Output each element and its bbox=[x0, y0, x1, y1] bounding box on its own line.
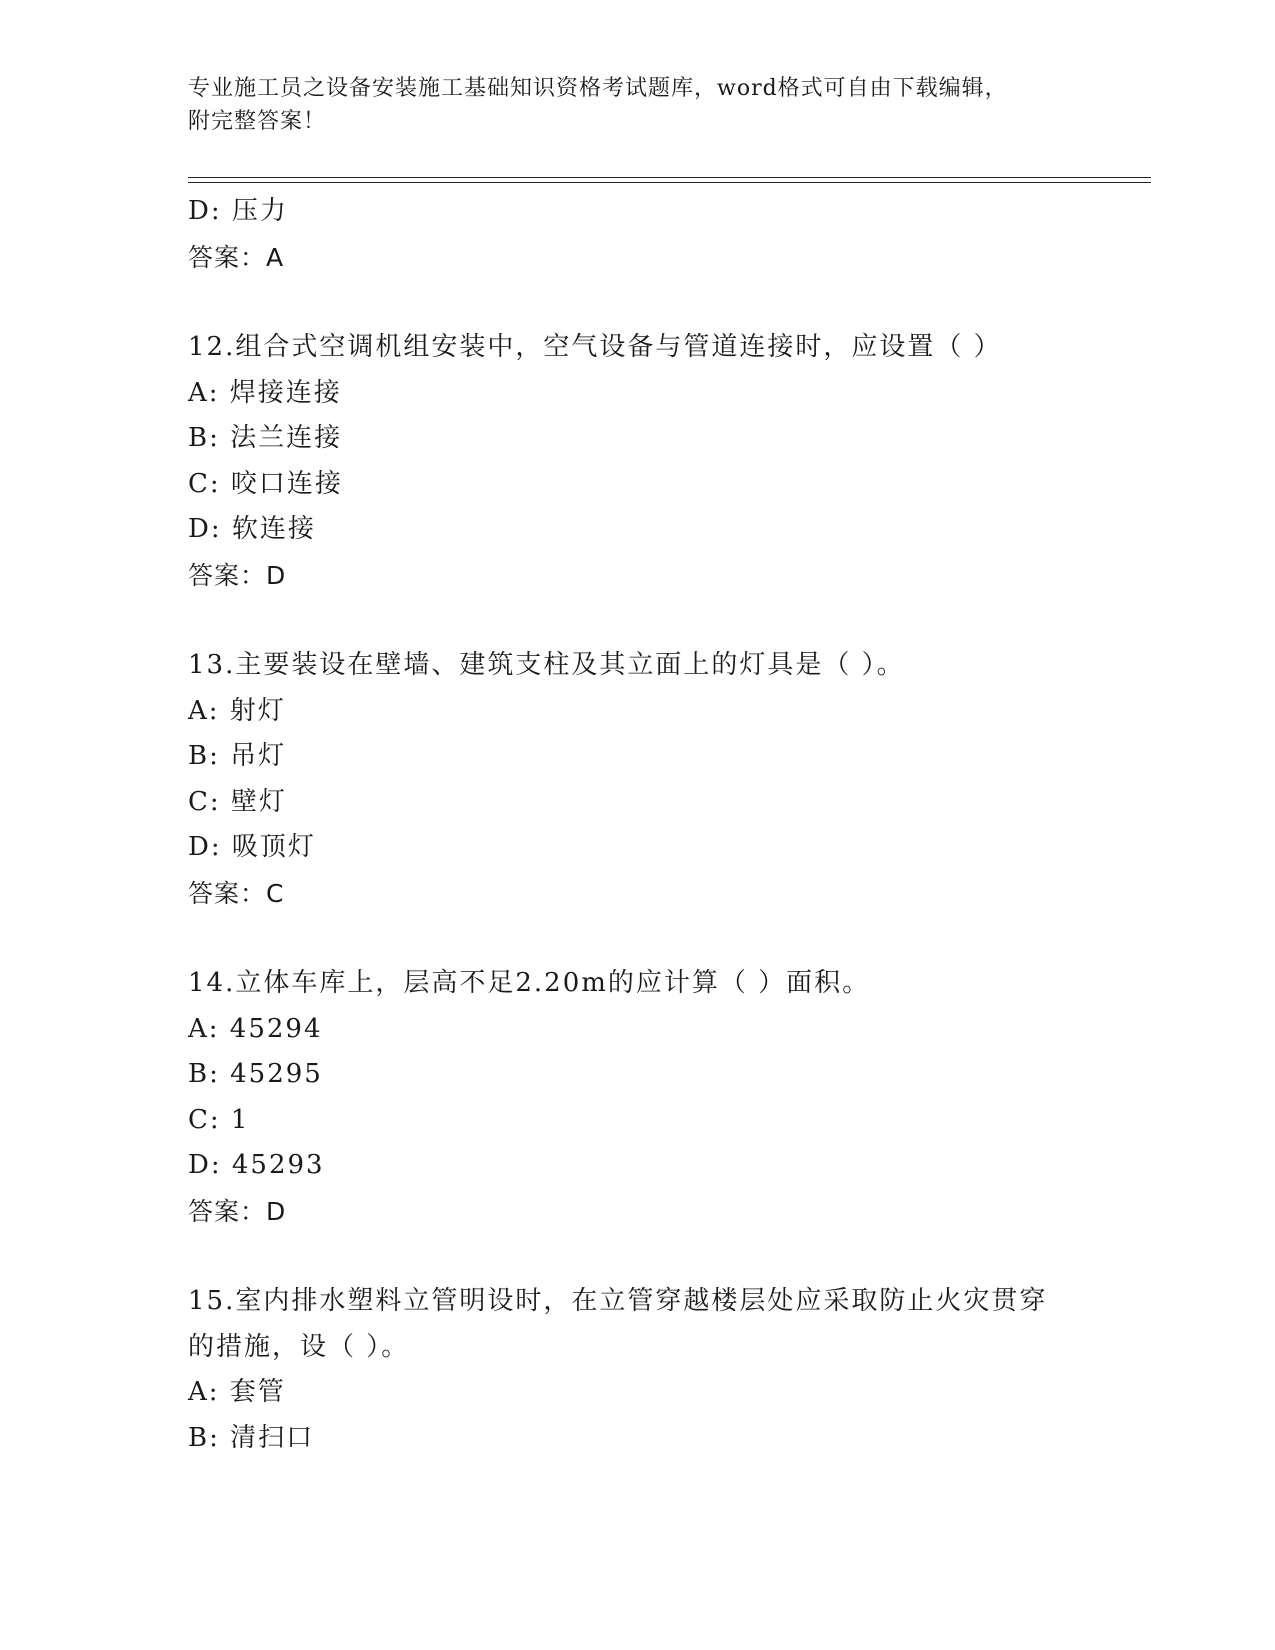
document-header bbox=[188, 72, 1088, 138]
question-text: 13.主要装设在壁墙、建筑支柱及其立面上的灯具是（ ）。 bbox=[188, 650, 905, 680]
option-d: D: 软连接 bbox=[188, 514, 316, 544]
option-d: D: 吸顶灯 bbox=[188, 832, 316, 862]
header-divider-bottom bbox=[188, 182, 1151, 183]
option-a: A: 射灯 bbox=[188, 695, 286, 726]
question-block-13 bbox=[188, 643, 1088, 916]
question-text-line-2: 的措施，设（ ）。 bbox=[188, 1331, 410, 1362]
spacer bbox=[188, 598, 1088, 643]
option-a: A: 焊接连接 bbox=[188, 377, 342, 408]
option-a: A: 45294 bbox=[188, 1013, 323, 1044]
question-text: 14.立体车库上，层高不足2.20m的应计算（ ）面积。 bbox=[188, 968, 871, 998]
header-line-2: 附完整答案！ bbox=[188, 109, 327, 134]
question-block-12 bbox=[188, 325, 1088, 598]
option-b: B: 法兰连接 bbox=[188, 423, 343, 453]
spacer bbox=[188, 1234, 1088, 1279]
question-block-15 bbox=[188, 1279, 1088, 1461]
question-list bbox=[188, 189, 1088, 1461]
answer-line: 答案：C bbox=[188, 878, 285, 908]
answer-line: 答案：A bbox=[188, 242, 285, 272]
option-b: B: 45295 bbox=[188, 1059, 323, 1089]
option-b: B: 吊灯 bbox=[188, 741, 287, 771]
question-text: 12.组合式空调机组安装中，空气设备与管道连接时，应设置（ ） bbox=[188, 332, 1002, 362]
option-c: C: 咬口连接 bbox=[188, 468, 343, 499]
option-d: D: 压力 bbox=[188, 196, 288, 226]
option-c: C: 壁灯 bbox=[188, 786, 287, 817]
answer-line: 答案：D bbox=[188, 560, 287, 590]
question-block-14 bbox=[188, 961, 1088, 1234]
header-divider-top bbox=[188, 177, 1151, 178]
answer-line: 答案：D bbox=[188, 1196, 287, 1226]
spacer bbox=[188, 916, 1088, 961]
question-block-prev bbox=[188, 189, 1088, 280]
question-text-line-1: 15.室内排水塑料立管明设时，在立管穿越楼层处应采取防止火灾贯穿 bbox=[188, 1286, 1048, 1316]
option-c: C: 1 bbox=[188, 1104, 250, 1135]
option-b: B: 清扫口 bbox=[188, 1422, 315, 1453]
spacer bbox=[188, 280, 1088, 325]
option-a: A: 套管 bbox=[188, 1377, 286, 1407]
header-line-1: 专业施工员之设备安装施工基础知识资格考试题库，word格式可自由下载编辑， bbox=[188, 76, 1008, 101]
option-d: D: 45293 bbox=[188, 1150, 325, 1180]
